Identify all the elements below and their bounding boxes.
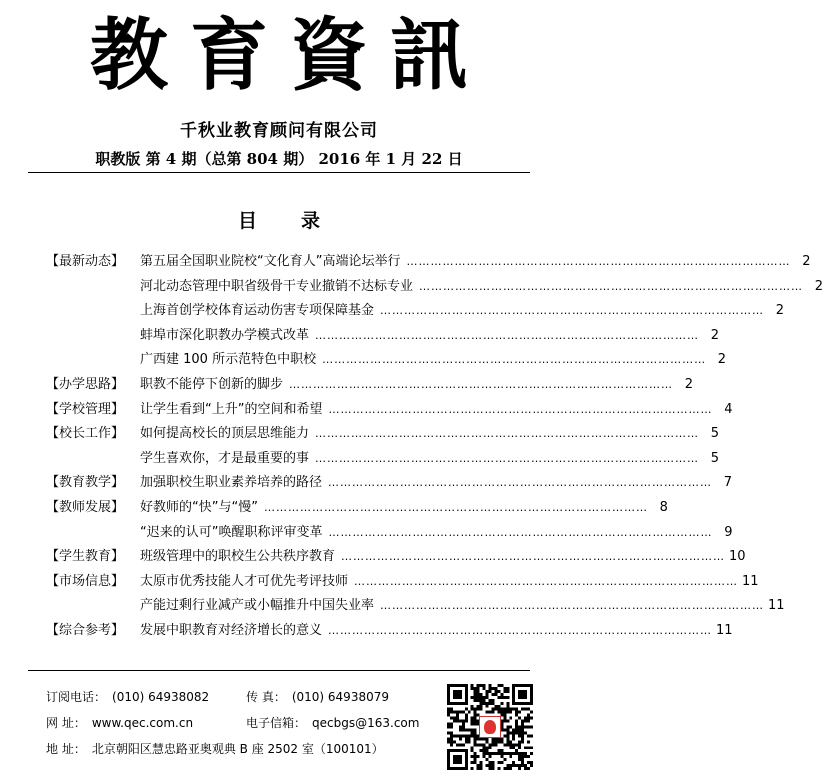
toc-page-number: 9 <box>724 524 733 540</box>
toc-title: 目录 <box>237 210 364 232</box>
address-value: 北京朝阳区慧忠路亚奥观典 B 座 2502 室（100101） <box>91 742 384 756</box>
email-label: 电子信箱： <box>246 716 307 730</box>
toc-title-text: 职教不能停下创新的脚步 <box>140 376 284 392</box>
toc-leader: …………………………………………………………………………………… <box>380 599 765 613</box>
toc-title-text: 蚌埠市深化职教办学模式改革 <box>140 327 310 343</box>
toc-page-number: 2 <box>717 352 727 368</box>
contact-info <box>46 684 426 762</box>
toc-category: 【综合参考】 <box>46 622 125 638</box>
qr-logo-icon <box>479 716 501 738</box>
issue-line: 职教版 第 4 期（总第 804 期） 2016 年 1 月 22 日 <box>95 150 463 168</box>
toc-title-text: 班级管理中的职校生公共秩序教育 <box>140 549 336 565</box>
company-name: 千秋业教育顾问有限公司 <box>180 121 378 141</box>
toc-page-number: 2 <box>684 376 694 392</box>
toc-category <box>46 594 138 619</box>
toc-title-text: 上海首创学校体育运动伤害专项保障基金 <box>140 303 375 319</box>
toc-leader: …………………………………………………………………………………… <box>328 623 713 637</box>
qr-code-icon <box>447 684 533 770</box>
phone-value: (010) 64938082 <box>112 690 210 704</box>
toc-page-number: 8 <box>659 499 668 515</box>
toc-title-text: 如何提高校长的顶层思维能力 <box>140 426 310 442</box>
toc-leader: …………………………………………………………………………………… <box>380 304 765 318</box>
fax-value: (010) 64938079 <box>291 690 389 704</box>
toc-title-text: 河北动态管理中职省级骨干专业撤销不达标专业 <box>140 278 414 294</box>
top-divider <box>28 172 530 173</box>
toc-entry[interactable] <box>46 496 668 521</box>
toc-category: 【市场信息】 <box>46 573 125 589</box>
toc-category: 【最新动态】 <box>46 254 125 269</box>
toc-leader: …………………………………………………………………………………… <box>406 255 791 268</box>
toc-category: 【校长工作】 <box>46 426 125 442</box>
toc-leader: …………………………………………………………………………………… <box>322 353 707 367</box>
toc-category <box>46 299 138 324</box>
toc-leader: …………………………………………………………………………………… <box>315 451 700 465</box>
fax-label: 传 真： <box>246 690 286 704</box>
email-link[interactable]: qecbgs@163.com <box>312 716 420 730</box>
toc-title-text: 让学生看到“上升”的空间和希望 <box>140 401 323 417</box>
toc-entry[interactable] <box>46 447 720 472</box>
toc-category: 【教育教学】 <box>46 475 125 491</box>
toc-entry[interactable] <box>46 570 759 595</box>
bottom-divider <box>28 670 530 671</box>
masthead-title: 教育資訊 <box>89 10 490 101</box>
toc-leader: …………………………………………………………………………………… <box>328 402 713 416</box>
toc-title-text: 发展中职教育对经济增长的意义 <box>140 622 323 638</box>
toc-entry[interactable] <box>46 545 746 570</box>
toc-title-text: 加强职校生职业素养培养的路径 <box>140 475 323 491</box>
toc-entry[interactable] <box>46 275 823 300</box>
toc-page-number: 4 <box>724 401 733 417</box>
toc-category <box>46 521 138 546</box>
toc-page-number: 5 <box>710 450 720 466</box>
table-of-contents <box>46 250 823 644</box>
web-label: 网 址： <box>46 716 86 730</box>
toc-leader: …………………………………………………………………………………… <box>263 500 648 514</box>
toc-title-text: 产能过剩行业减产或小幅推升中国失业率 <box>140 598 375 614</box>
toc-leader: …………………………………………………………………………………… <box>354 574 739 588</box>
address-label: 地 址： <box>46 742 86 756</box>
toc-entry[interactable] <box>46 594 785 619</box>
toc-leader: …………………………………………………………………………………… <box>315 427 700 441</box>
toc-page-number: 5 <box>710 426 720 442</box>
toc-leader: …………………………………………………………………………………… <box>328 525 713 539</box>
toc-page-number: 11 <box>716 622 733 638</box>
toc-leader: …………………………………………………………………………………… <box>341 550 726 564</box>
toc-category: 【学校管理】 <box>46 401 125 417</box>
toc-entry[interactable] <box>46 398 733 423</box>
toc-category <box>46 324 138 349</box>
toc-leader: …………………………………………………………………………………… <box>419 279 804 293</box>
toc-title-text: “迟来的认可”唤醒职称评审变革 <box>140 524 323 540</box>
toc-entry[interactable] <box>46 521 733 546</box>
toc-page-number: 2 <box>814 278 823 294</box>
toc-leader: …………………………………………………………………………………… <box>328 476 713 490</box>
toc-page-number: 11 <box>742 573 759 589</box>
toc-entry[interactable] <box>46 619 733 644</box>
phone-label: 订阅电话： <box>46 690 107 704</box>
toc-category: 【教师发展】 <box>46 499 125 515</box>
toc-category <box>46 348 138 373</box>
toc-category <box>46 275 138 300</box>
toc-title-text: 太原市优秀技能人才可优先考评技师 <box>140 573 349 589</box>
toc-page-number: 2 <box>710 327 720 343</box>
toc-entry[interactable] <box>46 471 733 496</box>
toc-page-number: 2 <box>775 303 785 319</box>
toc-entry[interactable] <box>46 250 811 275</box>
toc-entry[interactable] <box>46 348 727 373</box>
toc-category: 【学生教育】 <box>46 549 125 565</box>
contact-row-web <box>46 710 426 736</box>
toc-category <box>46 447 138 472</box>
contact-row-phone <box>46 684 426 710</box>
toc-entry[interactable] <box>46 299 785 324</box>
toc-entry[interactable] <box>46 373 694 398</box>
contact-row-address <box>46 736 426 762</box>
toc-leader: …………………………………………………………………………………… <box>315 328 700 342</box>
toc-title-text: 广西建 100 所示范特色中职校 <box>140 352 317 368</box>
toc-title-text: 学生喜欢你，才是最重要的事 <box>140 450 310 466</box>
toc-page-number: 11 <box>768 598 785 614</box>
toc-page-number: 7 <box>723 475 733 491</box>
web-link[interactable]: www.qec.com.cn <box>91 716 194 730</box>
toc-page-number: 2 <box>802 254 811 269</box>
toc-entry[interactable] <box>46 324 720 349</box>
toc-title-text: 第五届全国职业院校“文化育人”高端论坛举行 <box>140 254 401 269</box>
toc-page-number: 10 <box>729 549 746 565</box>
toc-leader: …………………………………………………………………………………… <box>289 377 674 391</box>
toc-title-text: 好教师的“快”与“慢” <box>140 499 258 515</box>
toc-category: 【办学思路】 <box>46 376 125 392</box>
toc-entry[interactable] <box>46 422 720 447</box>
